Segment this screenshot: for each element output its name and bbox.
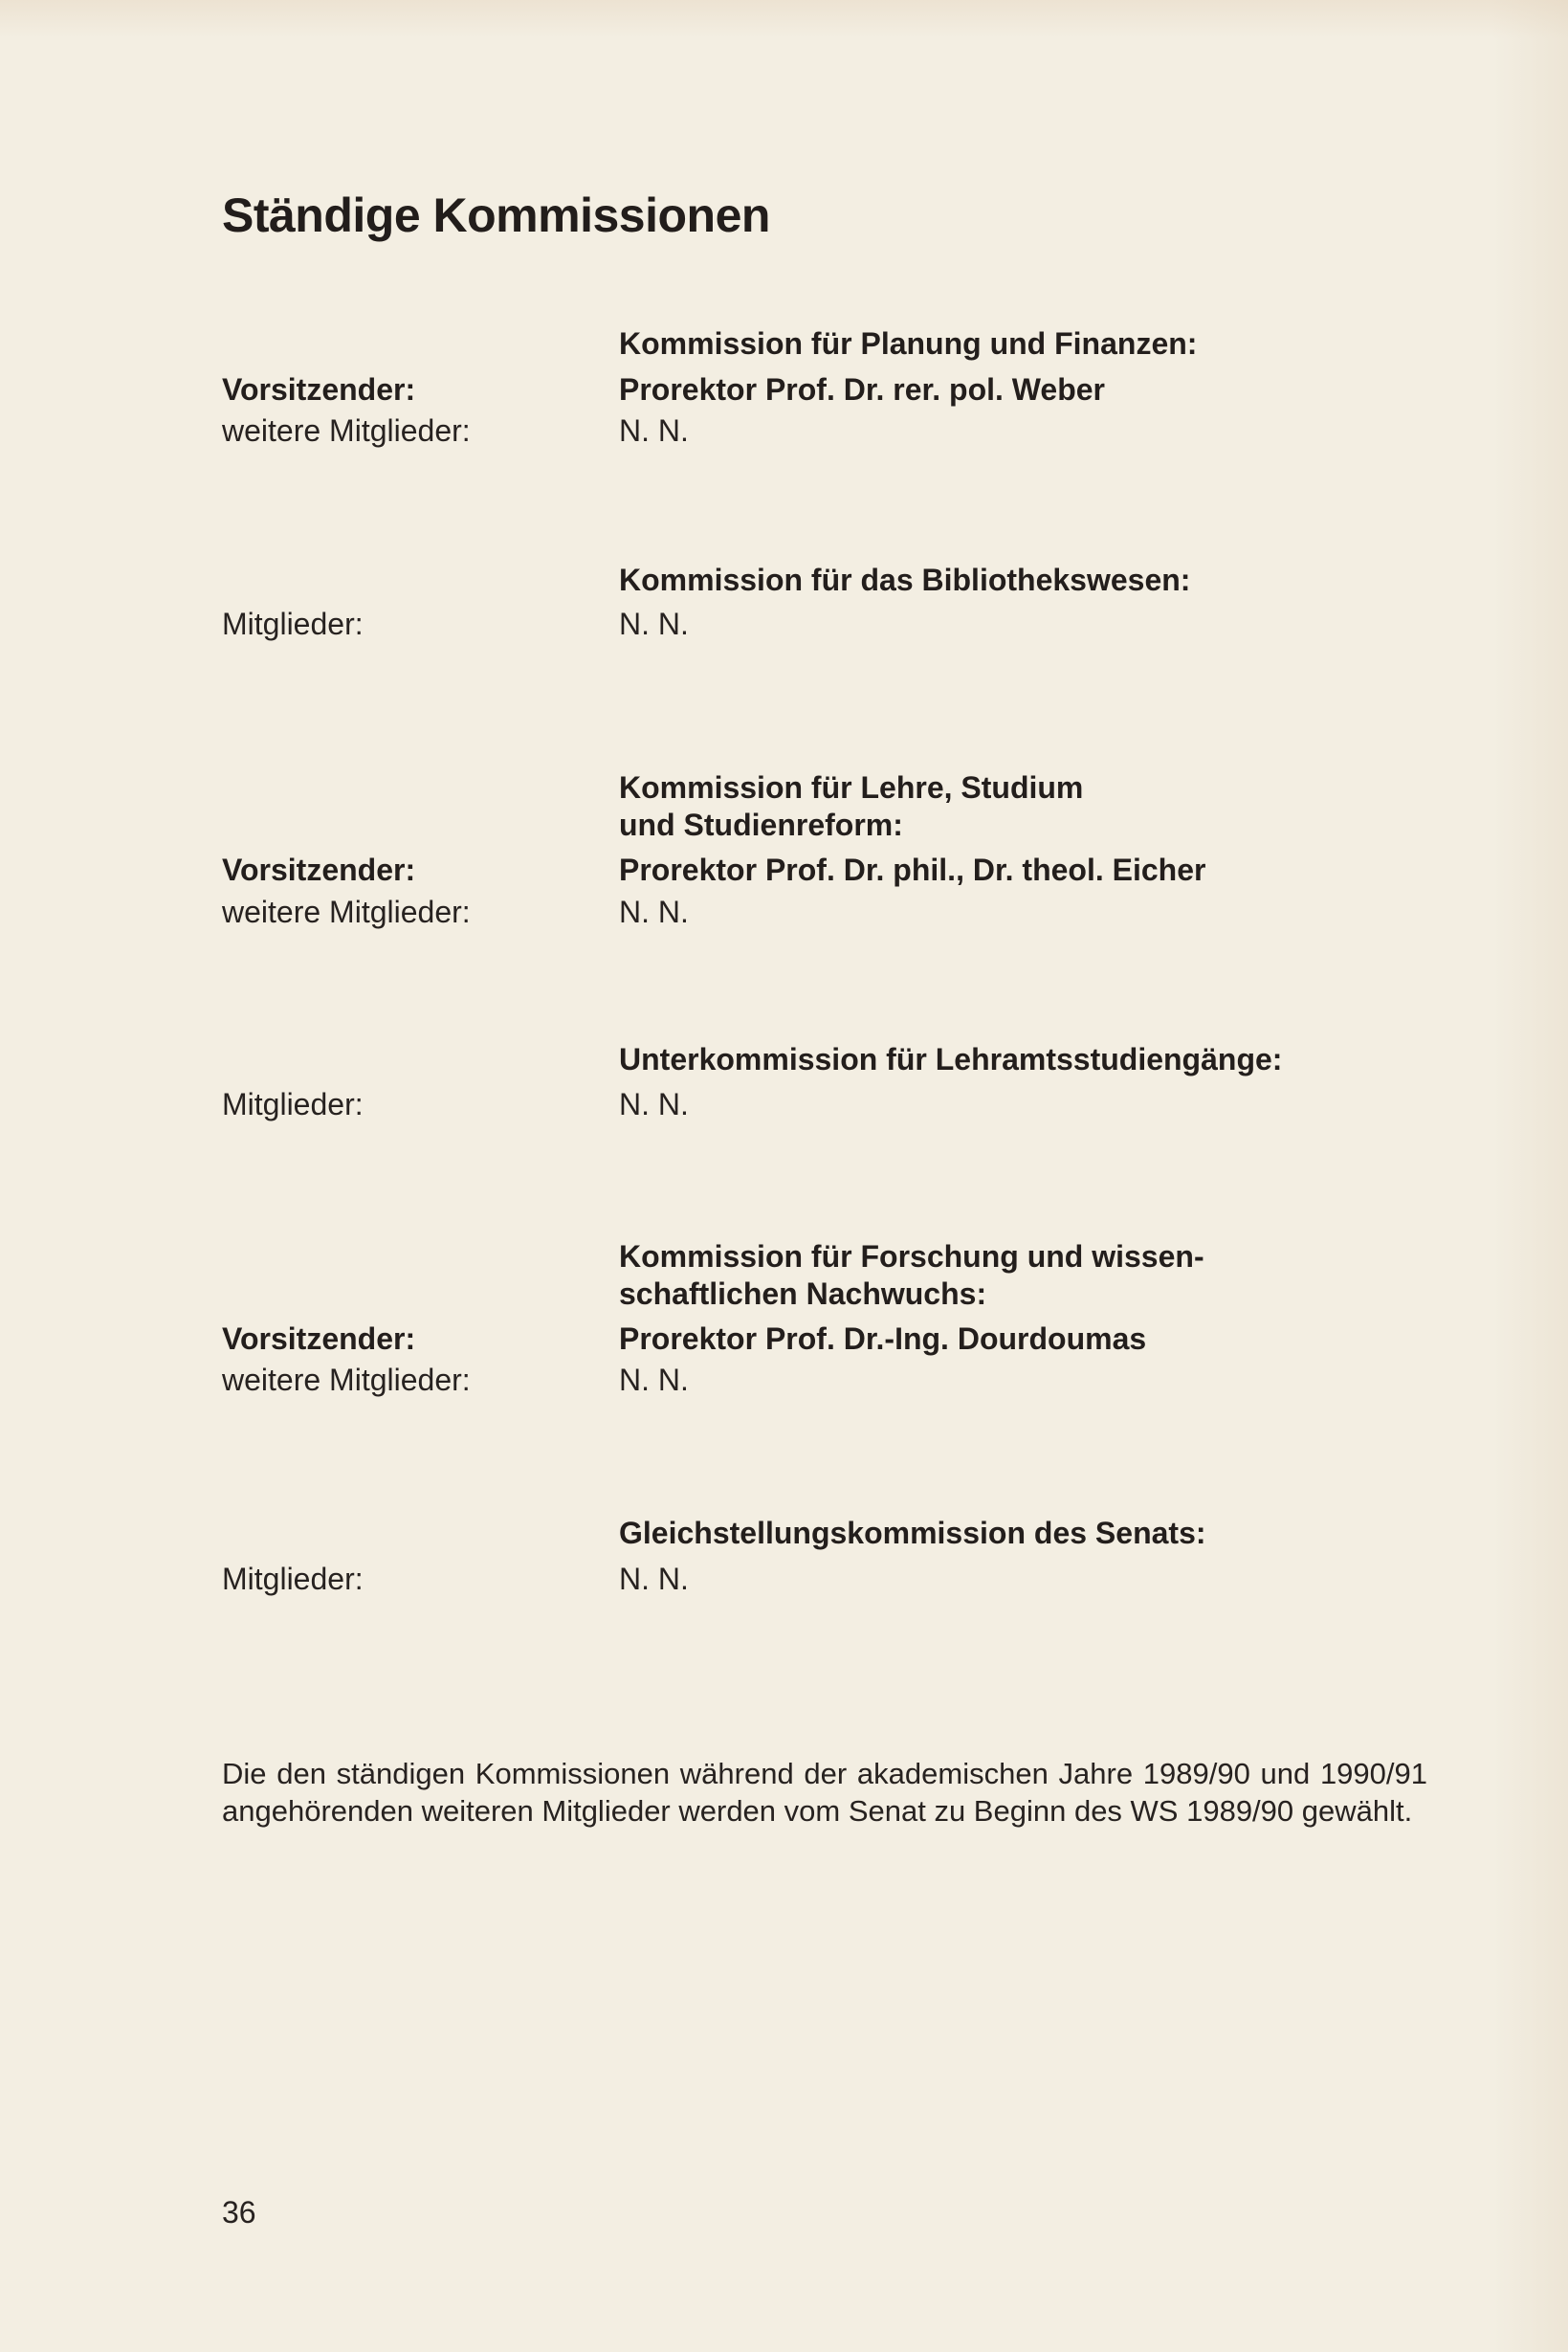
commission-gleichstellung-heading: Gleichstellungskommission des Senats: xyxy=(619,1516,1206,1550)
members-value: N. N. xyxy=(619,413,689,448)
commission-planung-heading: Kommission für Planung und Finanzen: xyxy=(619,326,1198,361)
page-number: 36 xyxy=(222,2195,256,2230)
page-title: Ständige Kommissionen xyxy=(222,189,770,242)
members-value: N. N. xyxy=(619,895,689,929)
members-label: weitere Mitglieder: xyxy=(222,413,471,448)
commission-forschung-heading-line-2: schaftlichen Nachwuchs: xyxy=(619,1276,987,1311)
members-label: Mitglieder: xyxy=(222,1562,364,1596)
members-label: weitere Mitglieder: xyxy=(222,895,471,929)
chair-label: Vorsitzender: xyxy=(222,1321,416,1356)
chair-value: Prorektor Prof. Dr. phil., Dr. theol. Eicher xyxy=(619,853,1206,887)
note-paragraph: Die den ständigen Kommissionen während der akademischen Jahre 1989/90 und 1990/91 angehörenden weiteren Mitglieder werden vom Senat zu Beginn des WS 1989/90 gewählt. xyxy=(222,1757,1427,1828)
commission-forschung-heading-line-1: Kommission für Forschung und wissen- xyxy=(619,1239,1204,1274)
members-label: Mitglieder: xyxy=(222,607,364,641)
commission-lehre-heading-line-2: und Studienreform: xyxy=(619,808,903,842)
commission-lehramt-heading: Unterkommission für Lehramtsstudiengänge: xyxy=(619,1042,1283,1076)
chair-label: Vorsitzender: xyxy=(222,372,416,407)
members-label: Mitglieder: xyxy=(222,1087,364,1121)
members-value: N. N. xyxy=(619,1363,689,1397)
commission-lehre-heading-line-1: Kommission für Lehre, Studium xyxy=(619,770,1084,805)
members-value: N. N. xyxy=(619,607,689,641)
chair-value: Prorektor Prof. Dr.-Ing. Dourdoumas xyxy=(619,1321,1147,1356)
members-value: N. N. xyxy=(619,1087,689,1121)
members-value: N. N. xyxy=(619,1562,689,1596)
chair-value: Prorektor Prof. Dr. rer. pol. Weber xyxy=(619,372,1105,407)
members-label: weitere Mitglieder: xyxy=(222,1363,471,1397)
commission-bibliothek-heading: Kommission für das Bibliothekswesen: xyxy=(619,563,1191,597)
chair-label: Vorsitzender: xyxy=(222,853,416,887)
